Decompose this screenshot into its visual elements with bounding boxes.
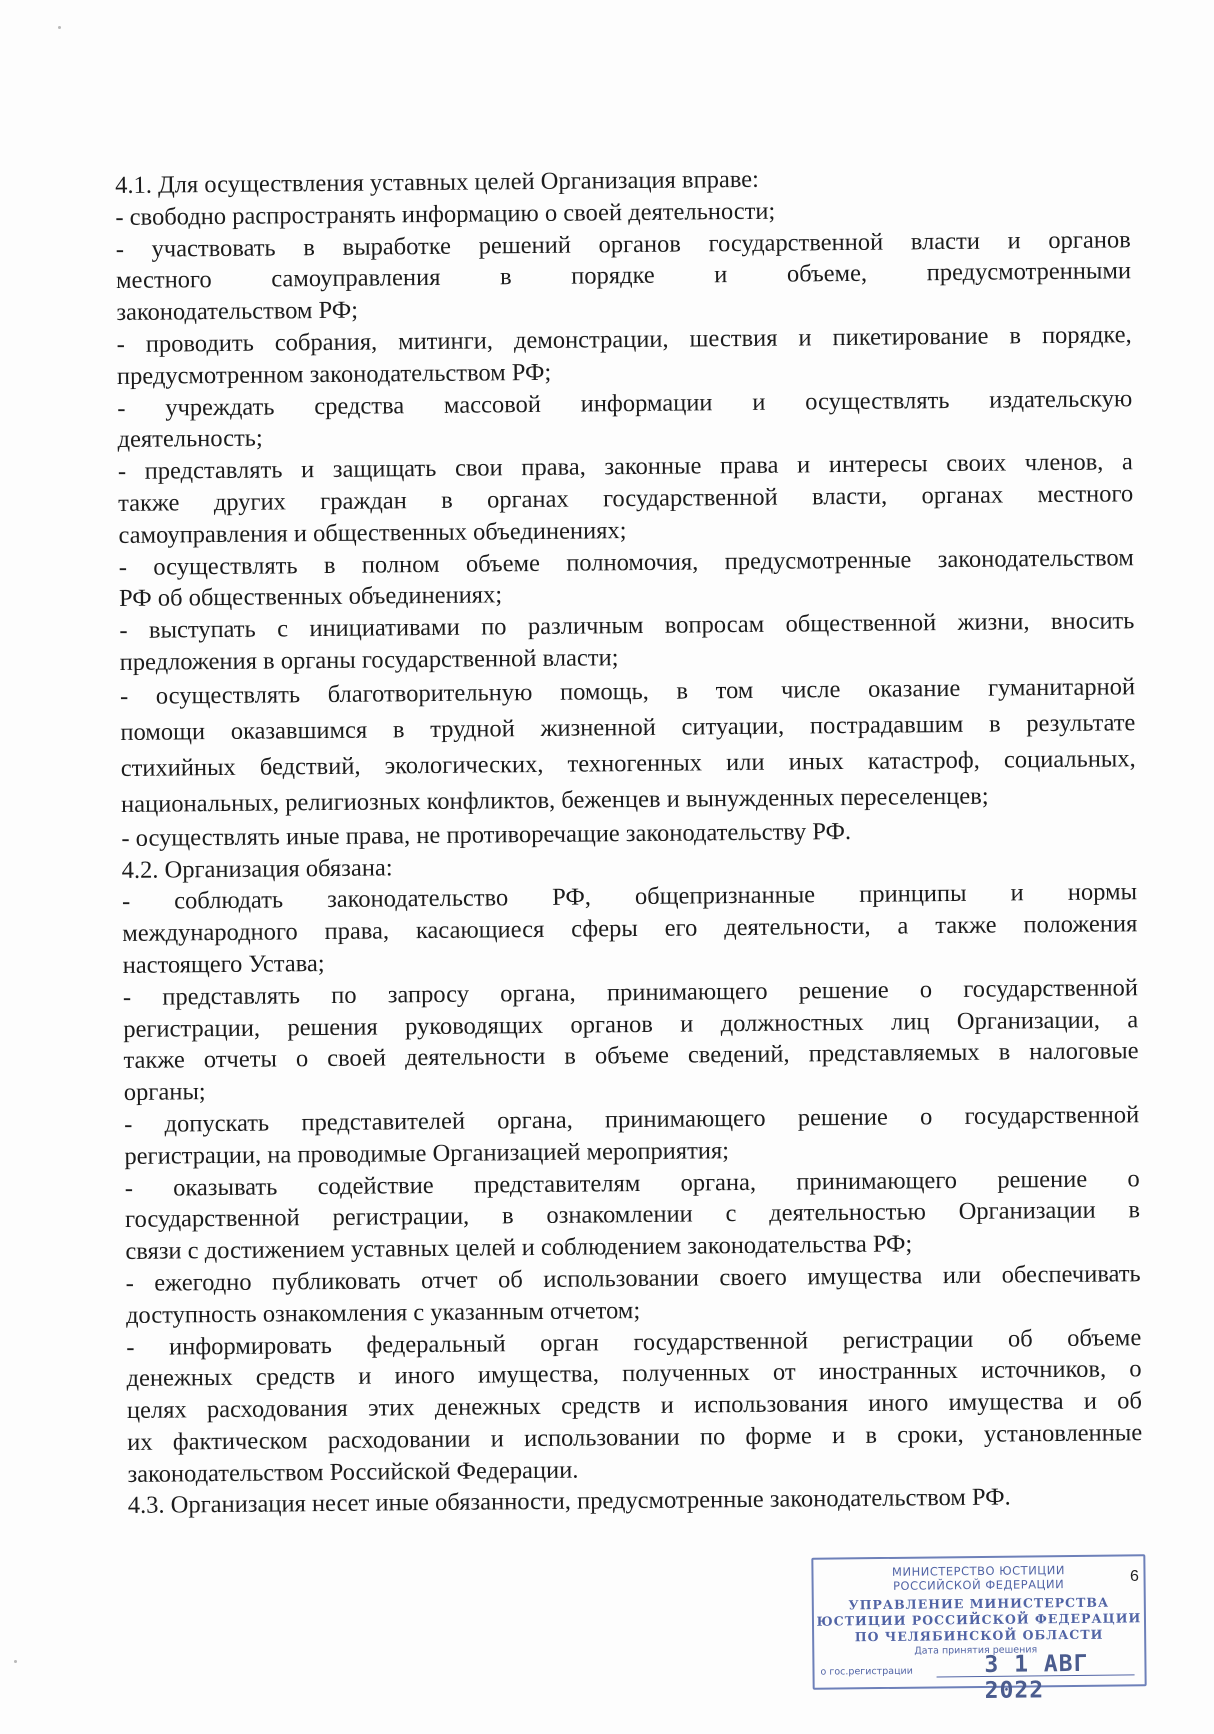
scan-speck [58,26,61,29]
text-line: национальных, религиозных конфликтов, беженцев и вынужденных переселенцев; [120,782,989,818]
paragraph [124,1099,1140,1172]
text-line: денежных средств и иного имущества, полученных от иностранных источников, о [126,1355,1142,1393]
text-line: деятельность; [117,424,263,454]
text-line: - ежегодно публиковать отчет об использовании своего имущества или обеспечивать [125,1260,1141,1297]
text-line: органы; [123,1078,206,1107]
paragraph [117,319,1133,392]
text-line: 4.1. Для осуществления уставных целей Организация вправе: [115,165,760,199]
text-line: - осуществлять благотворительную помощь, в том числе оказание гуманитарной [119,672,1136,710]
text-line: - оказывать содействие представителям органа, принимающего решение о [124,1164,1140,1202]
stamp-date: 3 1 АВГ 2022 [984,1650,1089,1704]
paragraph [116,224,1132,329]
stamp-ministry-line: МИНИСТЕРСТВО ЮСТИЦИИ [891,1563,1065,1579]
paragraph [126,1322,1142,1491]
stamp-decision-date-label: Дата принятия решения [914,1644,1038,1657]
stamp-region-line: ПО ЧЕЛЯБИНСКОЙ ОБЛАСТИ [854,1626,1104,1645]
text-line: также отчеты о своей деятельности в объеме сведений, представляемых в налоговые [123,1037,1139,1075]
paragraph [119,605,1135,678]
text-line: предусмотренном законодательством РФ; [116,358,552,390]
text-line: - свободно распространять информацию о своей деятельности; [115,197,776,231]
stamp-federation-line: РОССИЙСКОЙ ФЕДЕРАЦИИ [892,1577,1065,1593]
stamp-justice-line: ЮСТИЦИИ РОССИЙСКОЙ ФЕДЕРАЦИИ [816,1610,1142,1629]
text-line: - информировать федеральный орган государственной регистрации об объеме [126,1323,1142,1361]
registration-stamp [811,1554,1146,1704]
text-line: РФ об общественных объединениях; [118,581,503,613]
text-line: - учреждать средства массовой информации и осуществлять издательскую [117,384,1133,422]
text-line: настоящего Устава; [122,949,325,979]
text-line: связи с достижением уставных целей и соблюдением законодательства РФ; [125,1230,913,1266]
text-line: - представлять по запросу органа, принимающего решение о государственной [122,973,1139,1011]
text-line: предложения в органы государственной власти; [119,644,619,676]
paragraph [120,669,1136,823]
text-line: доступность ознакомления с указанным отчетом; [125,1296,641,1329]
text-line: - осуществлять иные права, не противоречащие законодательству РФ. [121,817,852,852]
text-line: регистрации, решения руководящих органов и должностных лиц Организации, а [123,1005,1139,1043]
paragraph [119,542,1135,615]
paragraph [126,1258,1142,1331]
text-line: - проводить собрания, митинги, демонстрации, шествия и пикетирование в порядке, [116,321,1132,358]
text-line: законодательством РФ; [116,296,359,327]
text-line: самоуправления и общественных объединениях; [118,516,627,549]
scan-speck [14,1660,17,1663]
text-line: 4.2. Организация обязана: [121,853,393,884]
text-line: - допускать представителей органа, принимающего решение о государственной [124,1101,1140,1138]
text-line: местного самоуправления в порядке и объеме, предусмотренными [115,257,1132,295]
text-line: их фактическом расходовании и использовании по форме и в сроки, установленные [127,1419,1143,1456]
stamp-registration-label: о гос.регистрации [820,1665,913,1678]
text-line: - соблюдать законодательство РФ, общепризнанные принципы и нормы [121,878,1138,916]
text-line: законодательством Российской Федерации. [127,1456,579,1488]
paragraph [125,1163,1141,1268]
text-line: государственной регистрации, в ознакомлении с деятельностью Организации в [124,1196,1141,1234]
text-line: стихийных бедствий, экологических, техногенных или иных катастроф, социальных, [120,744,1136,782]
paragraph [118,446,1134,551]
stamp-department-line: УПРАВЛЕНИЕ МИНИСТЕРСТВА [848,1594,1110,1613]
text-line: - выступать с инициативами по различным вопросам общественной жизни, вносить [119,607,1135,645]
text-line: также других граждан в органах государственной власти, органах местного [118,480,1134,517]
text-line: регистрации, на проводимые Организацией мероприятия; [124,1136,730,1170]
text-line: - участвовать в выработке решений органов государственной власти и органов [115,225,1131,263]
document-body [115,160,1143,1522]
text-line: - осуществлять в полном объеме полномочия, предусмотренные законодательством [118,543,1134,581]
paragraph [122,877,1138,982]
text-line: международного права, касающиеся сферы его деятельности, а также положения [122,910,1138,948]
text-line: целях расходования этих денежных средств и использования иного имущества и об [126,1387,1142,1425]
text-line: помощи оказавшимся в трудной жизненной ситуации, пострадавшим в результате [120,708,1136,746]
text-line: 4.3. Организация несет иные обязанности, предусмотренные законодательством РФ. [127,1483,1011,1520]
paragraph [123,972,1139,1109]
text-line: - представлять и защищать свои права, законные права и интересы своих членов, а [117,448,1133,486]
page-number: 6 [1130,1568,1139,1585]
paragraph [117,383,1133,456]
